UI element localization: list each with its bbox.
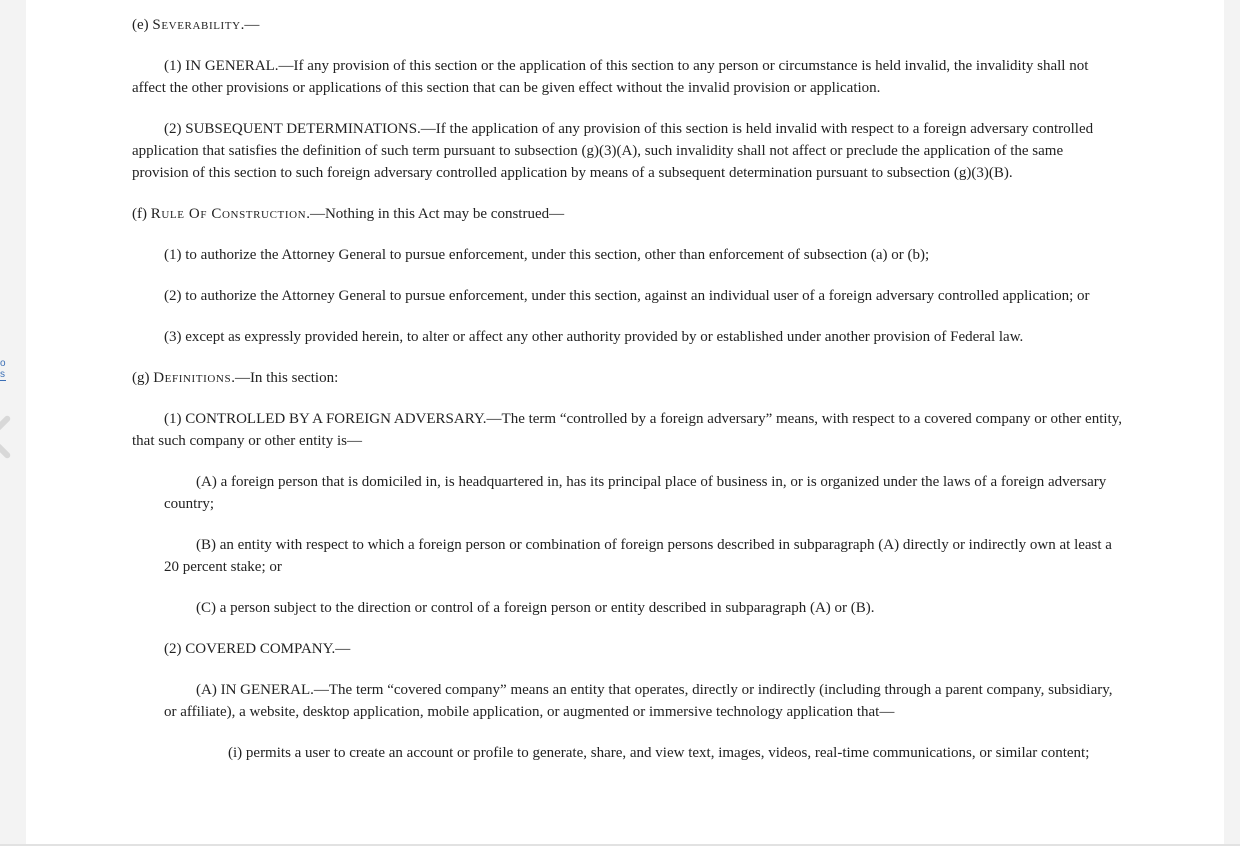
section-e-para-2: (2) SUBSEQUENT DETERMINATIONS.—If the application of any provision of this section is held invalid with respect to a foreign adversary controlled application that satisfies the definition of such term pursuant to subsection (g)(3)(A), such invalidity shall not affect or preclude the application of the same provision of this section to such foreign adversary controlled application by means of a subsequent determination pursuant to subsection (g)(3)(B). <box>132 121 1094 181</box>
section-f-title: Rule Of Construction <box>150 206 307 222</box>
section-e-heading <box>132 14 1122 36</box>
section-g-para-1: (1) CONTROLLED BY A FOREIGN ADVERSARY.—The term “controlled by a foreign adversary” means, with respect to a covered company or other entity, that such company or other entity is— <box>132 411 1122 449</box>
section-g-para-1-A: (A) a foreign person that is domiciled in, is headquartered in, has its principal place of business in, or is organized under the laws of a foreign adversary country; <box>164 474 1107 512</box>
gutter-link[interactable]: o s <box>0 358 6 380</box>
section-g-para-2-A: (A) IN GENERAL.—The term “covered company” means an entity that operates, directly or indirectly (including through a parent company, subsidiary, or affiliate), a website, desktop application, mobile application, or augmented or immersive technology application that— <box>164 682 1113 720</box>
section-e-para-1: (1) IN GENERAL.—If any provision of this section or the application of this section to any person or circumstance is held invalid, the invalidity shall not affect the other provisions or applications of this section that can be given effect without the invalid provision or application. <box>132 58 1089 96</box>
section-e-title: Severability <box>152 17 241 33</box>
section-g-para-1-C: (C) a person subject to the direction or control of a foreign person or entity described in subparagraph (A) or (B). <box>196 600 875 616</box>
section-f-label: (f) <box>132 206 151 222</box>
section-g-title: Definitions <box>153 370 232 386</box>
section-g-para-1-B: (B) an entity with respect to which a foreign person or combination of foreign persons described in subparagraph (A) directly or indirectly own at least a 20 percent stake; or <box>164 537 1112 575</box>
left-gutter <box>0 0 26 846</box>
section-f-intro: .—Nothing in this Act may be construed— <box>306 206 565 222</box>
section-f-para-3: (3) except as expressly provided herein, to alter or affect any other authority provided by or established under another provision of Federal law. <box>164 329 1024 345</box>
document-page <box>26 0 1224 846</box>
section-f-para-1: (1) to authorize the Attorney General to pursue enforcement, under this section, other than enforcement of subsection (a) or (b); <box>164 247 930 263</box>
section-e-label: (e) <box>132 17 153 33</box>
collapse-arrow-icon[interactable] <box>0 415 11 432</box>
document-body <box>132 14 1122 783</box>
section-e-dash: .— <box>240 17 260 33</box>
section-f-heading <box>132 203 1122 225</box>
expand-arrow-icon[interactable] <box>0 443 11 460</box>
section-g-label: (g) <box>132 370 154 386</box>
section-g-para-2-A-i: (i) permits a user to create an account or profile to generate, share, and view text, images, videos, real-time communications, or similar content; <box>228 745 1090 761</box>
section-f-para-2: (2) to authorize the Attorney General to pursue enforcement, under this section, against an individual user of a foreign adversary controlled application; or <box>164 288 1090 304</box>
section-g-intro: .—In this section: <box>231 370 339 386</box>
section-g-heading <box>132 367 1122 389</box>
section-g-para-2: (2) COVERED COMPANY.— <box>164 641 351 657</box>
